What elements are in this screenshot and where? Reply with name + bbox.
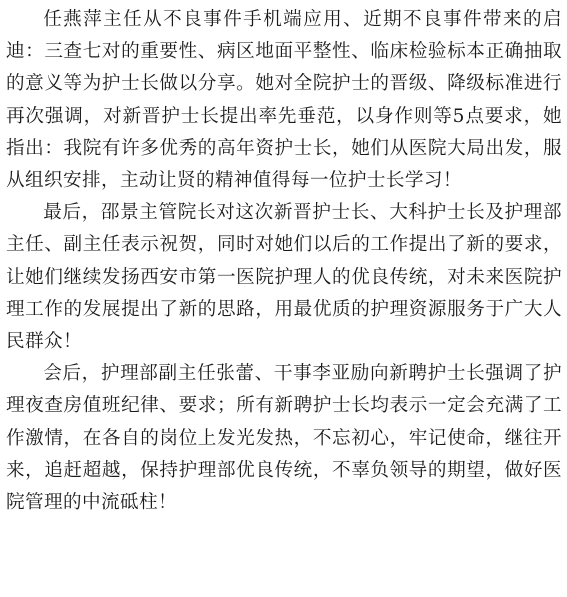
- paragraph-1: 任燕萍主任从不良事件手机端应用、近期不良事件带来的启迪：三查七对的重要性、病区地面平整性、临床检验标本正确抽取的意义等为护士长做以分享。她对全院护士的晋级、降级标准进行再次强调，对新晋护士长提出率先垂范，以身作则等5点要求，她指出：我院有许多优秀的高年资护士长，她们从医院大局出发，服从组织安排，主动让贤的精神值得每一位护士长学习！: [6, 9, 562, 192]
- article-body: [6, 4, 562, 519]
- paragraph-3: 会后，护理部副主任张蕾、干事李亚励向新聘护士长强调了护理夜查房值班纪律、要求；所有新聘护士长均表示一定会充满了工作激情，在各自的岗位上发光发热，不忘初心，牢记使命，继往开来，追赶超越，保持护理部优良传统，不辜负领导的期望，做好医院管理的中流砥柱！: [6, 363, 562, 514]
- paragraph-2: 最后，邵景主管院长对这次新晋护士长、大科护士长及护理部主任、副主任表示祝贺，同时对她们以后的工作提出了新的要求，让她们继续发扬西安市第一医院护理人的优良传统，对未来医院护理工作的发展提出了新的思路，用最优质的护理资源服务于广大人民群众！: [6, 202, 562, 353]
